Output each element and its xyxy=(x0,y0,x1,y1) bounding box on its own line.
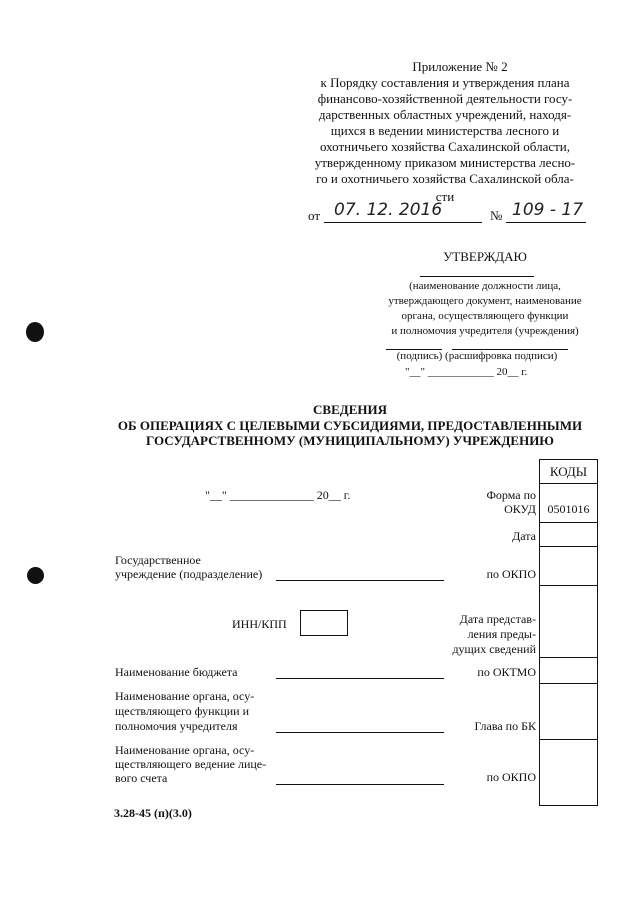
approve-line-1: (наименование должности лица, xyxy=(409,280,561,292)
field-gov-inst-line xyxy=(276,580,444,581)
appendix-date-prefix: от xyxy=(308,208,321,223)
field-budget-line xyxy=(276,678,444,679)
appendix-date-value: 07. 12. 2016 xyxy=(334,200,443,220)
codes-divider-6 xyxy=(539,683,598,684)
appendix-number-underline xyxy=(506,222,586,223)
appendix-number-prefix: № xyxy=(490,208,503,223)
appendix-line-6: утвержденному приказом министерства лесно- xyxy=(314,155,576,170)
binder-hole-top xyxy=(26,322,44,342)
header-line-2: ОБ ОПЕРАЦИЯХ С ЦЕЛЕВЫМИ СУБСИДИЯМИ, ПРЕДОСТАВЛЕННЫМИ xyxy=(117,418,583,433)
approve-line-2: утверждающего документ, наименование xyxy=(388,295,582,307)
appendix-title: Приложение № 2 xyxy=(412,59,508,74)
appendix-line-1: к Порядку составления и утверждения плана xyxy=(320,75,570,90)
codes-label-okud: ОКУД xyxy=(504,502,536,516)
codes-label-prev-date-3: дущих сведений xyxy=(452,642,536,656)
field-gov-inst-2: учреждение (подразделение) xyxy=(115,567,263,581)
codes-label-forma: Форма по xyxy=(486,488,536,502)
appendix-number-value: 109 - 17 xyxy=(512,200,584,220)
codes-divider-5 xyxy=(539,657,598,658)
codes-label-oktmo: по ОКТМО xyxy=(477,665,536,679)
field-inn-kpp-label: ИНН/КПП xyxy=(232,617,287,631)
codes-divider-1 xyxy=(539,483,598,484)
field-account-1: Наименование органа, осу- xyxy=(115,743,255,757)
form-date-line: "__" ______________ 20__ г. xyxy=(205,488,351,502)
field-account-line xyxy=(276,784,444,785)
codes-label-prev-date-1: Дата представ- xyxy=(459,612,536,626)
appendix-line-3: дарственных областных учреждений, находя- xyxy=(318,107,572,122)
codes-label-glava-bk: Глава по БК xyxy=(474,719,536,733)
codes-title: КОДЫ xyxy=(549,464,588,479)
field-gov-inst-1: Государственное xyxy=(115,553,201,567)
approve-date-line: "__" ____________ 20__ г. xyxy=(405,366,528,378)
approve-line-4: и полномочия учредителя (учреждения) xyxy=(391,325,579,337)
approve-title: УТВЕРЖДАЮ xyxy=(443,249,527,264)
codes-divider-2 xyxy=(539,522,598,523)
field-account-3: вого счета xyxy=(115,771,168,785)
field-organ-3: полномочия учредителя xyxy=(115,719,238,733)
footer-form-code: 3.28-45 (п)(3.0) xyxy=(114,806,192,820)
codes-divider-3 xyxy=(539,546,598,547)
field-organ-line xyxy=(276,732,444,733)
appendix-line-4: щихся в ведении министерства лесного и xyxy=(330,123,560,138)
codes-label-okpo-2: по ОКПО xyxy=(486,770,536,784)
field-organ-2: ществляющего функции и xyxy=(115,704,250,718)
inn-kpp-input[interactable] xyxy=(300,610,348,636)
field-organ-1: Наименование органа, осу- xyxy=(115,689,255,703)
approve-line-3: органа, осуществляющего функции xyxy=(401,310,569,322)
codes-label-date: Дата xyxy=(512,529,536,543)
appendix-line-7: го и охотничьего хозяйства Сахалинской обла- xyxy=(316,171,574,186)
header-line-3: ГОСУДАРСТВЕННОМУ (МУНИЦИПАЛЬНОМУ) УЧРЕЖДЕНИЮ xyxy=(146,433,554,448)
header-line-1: СВЕДЕНИЯ xyxy=(313,402,387,417)
appendix-line-8: сти xyxy=(435,189,455,204)
appendix-line-2: финансово-хозяйственной деятельности госу- xyxy=(317,91,573,106)
codes-divider-7 xyxy=(539,739,598,740)
field-account-2: ществляющего ведение лице- xyxy=(115,757,267,771)
appendix-date-underline xyxy=(324,222,482,223)
appendix-line-5: охотничьего хозяйства Сахалинской области, xyxy=(319,139,570,154)
approve-name-line xyxy=(420,276,534,277)
codes-label-okpo-1: по ОКПО xyxy=(486,567,536,581)
codes-divider-4 xyxy=(539,585,598,586)
binder-hole-bottom xyxy=(27,567,44,584)
codes-label-prev-date-2: ления преды- xyxy=(467,627,536,641)
okud-code: 0501016 xyxy=(547,502,590,516)
approve-signature-label: (подпись) (расшифровка подписи) xyxy=(396,350,558,362)
field-budget: Наименование бюджета xyxy=(115,665,238,679)
